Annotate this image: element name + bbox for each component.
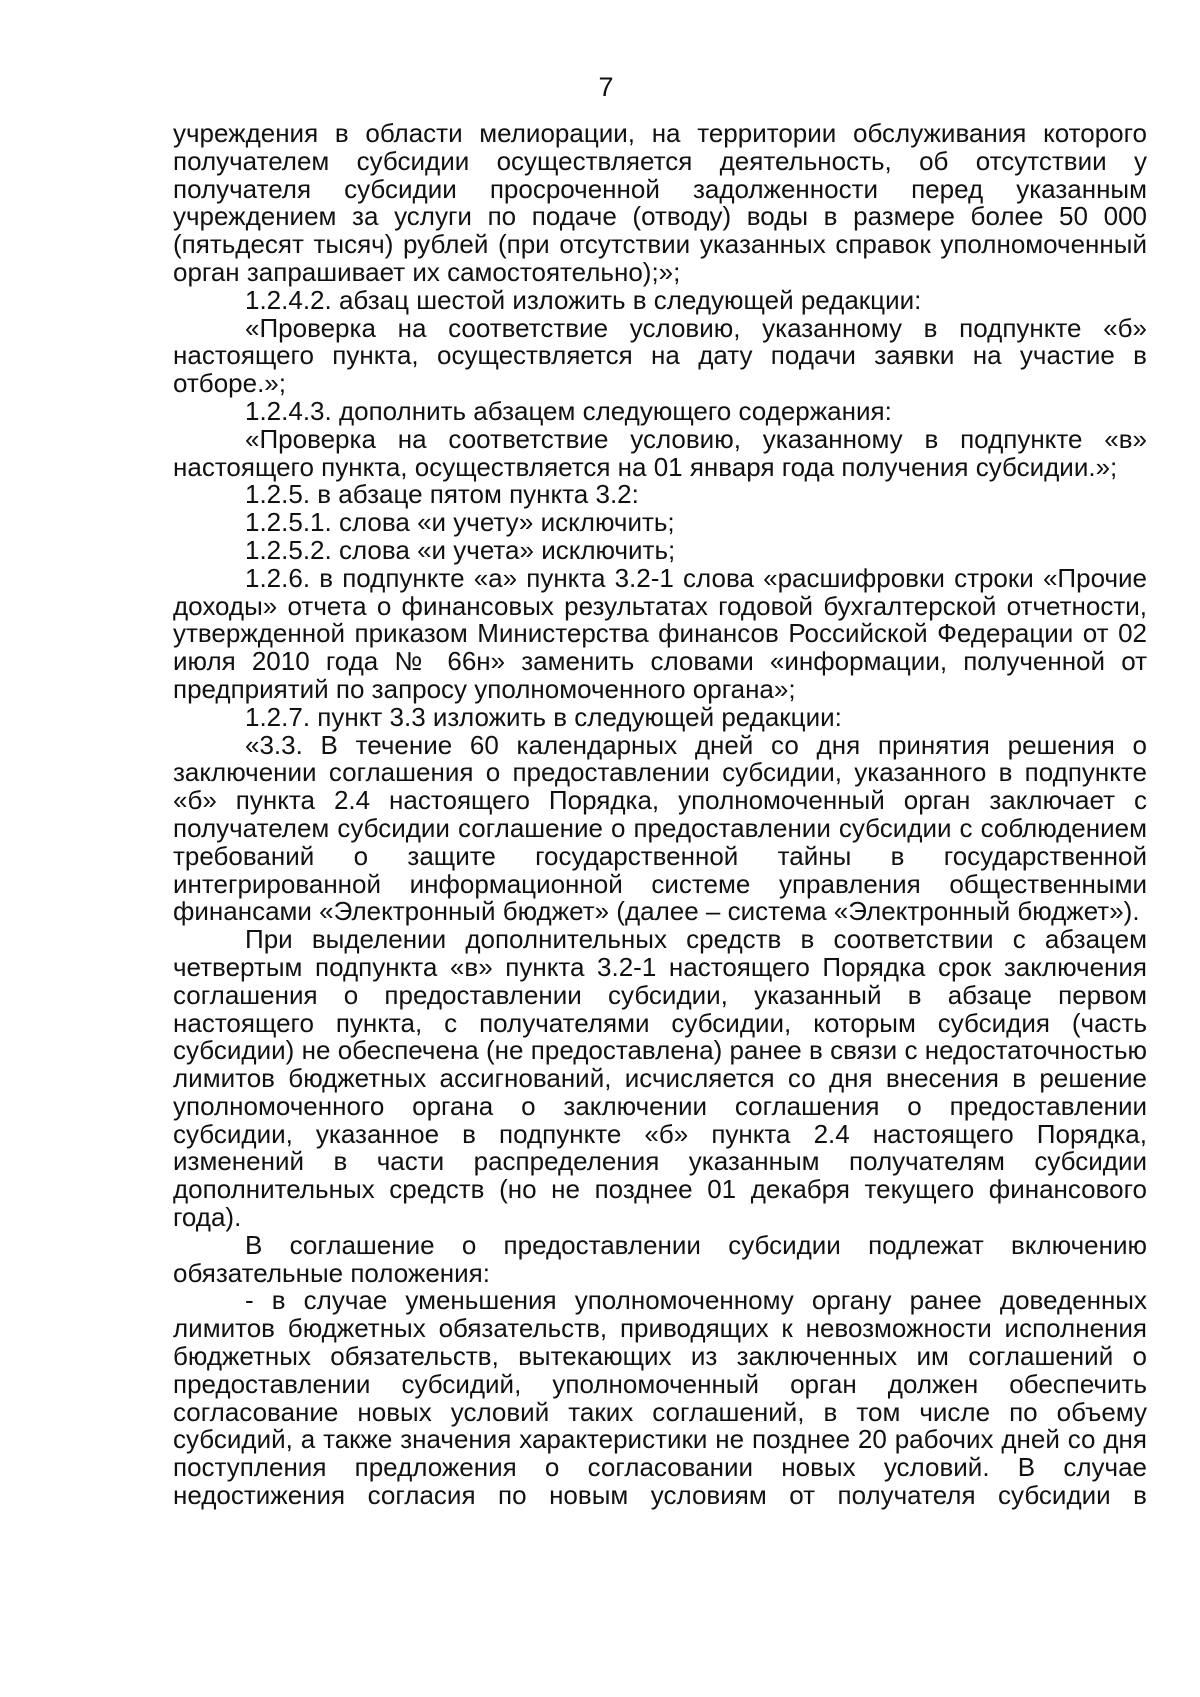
paragraph: 1.2.6. в подпункте «а» пункта 3.2-1 слова «расшифровки строки «Прочие доходы» отчета о финансовых результатах годовой бухгалтерской отчетности, утвержденной приказом Министерства финансов Российской Федерации от 02 июля 2010 года № 66н» заменить словами «информации, полученной от предприятий по запросу уполномоченного органа»; <box>173 562 1147 704</box>
paragraph: 1.2.4.3. дополнить абзацем следующего содержания: <box>245 395 892 426</box>
paragraph: «Проверка на соответствие условию, указанному в подпункте «в» настоящего пункта, осуществляется на 01 января года получения субсидии.»; <box>173 423 1147 482</box>
paragraph: «Проверка на соответствие условию, указанному в подпункте «б» настоящего пункта, осуществляется на дату подачи заявки на участие в отборе.»; <box>173 312 1147 399</box>
document-body <box>173 120 1147 1510</box>
paragraph: 1.2.7. пункт 3.3 изложить в следующей редакции: <box>245 701 842 732</box>
paragraph: «3.3. В течение 60 календарных дней со дня принятия решения о заключении соглашения о предоставлении субсидии, указанного в подпункте «б» пункта 2.4 настоящего Порядка, уполномоченный орган заключает с получателем субсидии соглашение о предоставлении субсидии с соблюдением требований о защите государственной тайны в государственной интегрированной информационной системе управления общественными финансами «Электронный бюджет» (далее – система «Электронный бюджет»). <box>173 729 1147 927</box>
paragraph: 1.2.5. в абзаце пятом пункта 3.2: <box>245 479 639 510</box>
paragraph: 1.2.5.1. слова «и учету» исключить; <box>245 507 675 538</box>
paragraph: 1.2.5.2. слова «и учета» исключить; <box>245 534 676 565</box>
paragraph: При выделении дополнительных средств в соответствии с абзацем четвертым подпункта «в» пункта 3.2-1 настоящего Порядка срок заключения соглашения о предоставлении субсидии, указанный в абзаце первом настоящего пункта, с получателями субсидии, которым субсидия (часть субсидии) не обеспечена (не предоставлена) ранее в связи с недостаточностью лимитов бюджетных ассигнований, исчисляется со дня внесения в решение уполномоченного органа о заключении соглашения о предоставлении субсидии, указанное в подпункте «б» пункта 2.4 настоящего Порядка, изменений в части распределения указанным получателям субсидии дополнительных средств (но не позднее 01 декабря текущего финансового года). <box>173 924 1147 1233</box>
paragraph: В соглашение о предоставлении субсидии подлежат включению обязательные положения: <box>173 1229 1147 1288</box>
paragraph: учреждения в области мелиорации, на территории обслуживания которого получателем субсидии осуществляется деятельность, об отсутствии у получателя субсидии просроченной задолженности перед указанным учреждением за услуги по подаче (отводу) воды в размере более 50 000 (пятьдесят тысяч) рублей (при отсутствии указанных справок уполномоченный орган запрашивает их самостоятельно);»; <box>173 118 1147 287</box>
page-number: 7 <box>598 72 614 102</box>
paragraph: - в случае уменьшения уполномоченному органу ранее доведенных лимитов бюджетных обязательств, приводящих к невозможности исполнения бюджетных обязательств, вытекающих из заключенных им соглашений о предоставлении субсидий, уполномоченный орган должен обеспечить согласование новых условий таких соглашений, в том числе по объему субсидий, а также значения характеристики не позднее 20 рабочих дней со дня поступления предложения о согласовании новых условий. В случае недостижения согласия по новым условиям от получателя субсидии в <box>173 1285 1147 1511</box>
paragraph: 1.2.4.2. абзац шестой изложить в следующей редакции: <box>245 284 922 315</box>
